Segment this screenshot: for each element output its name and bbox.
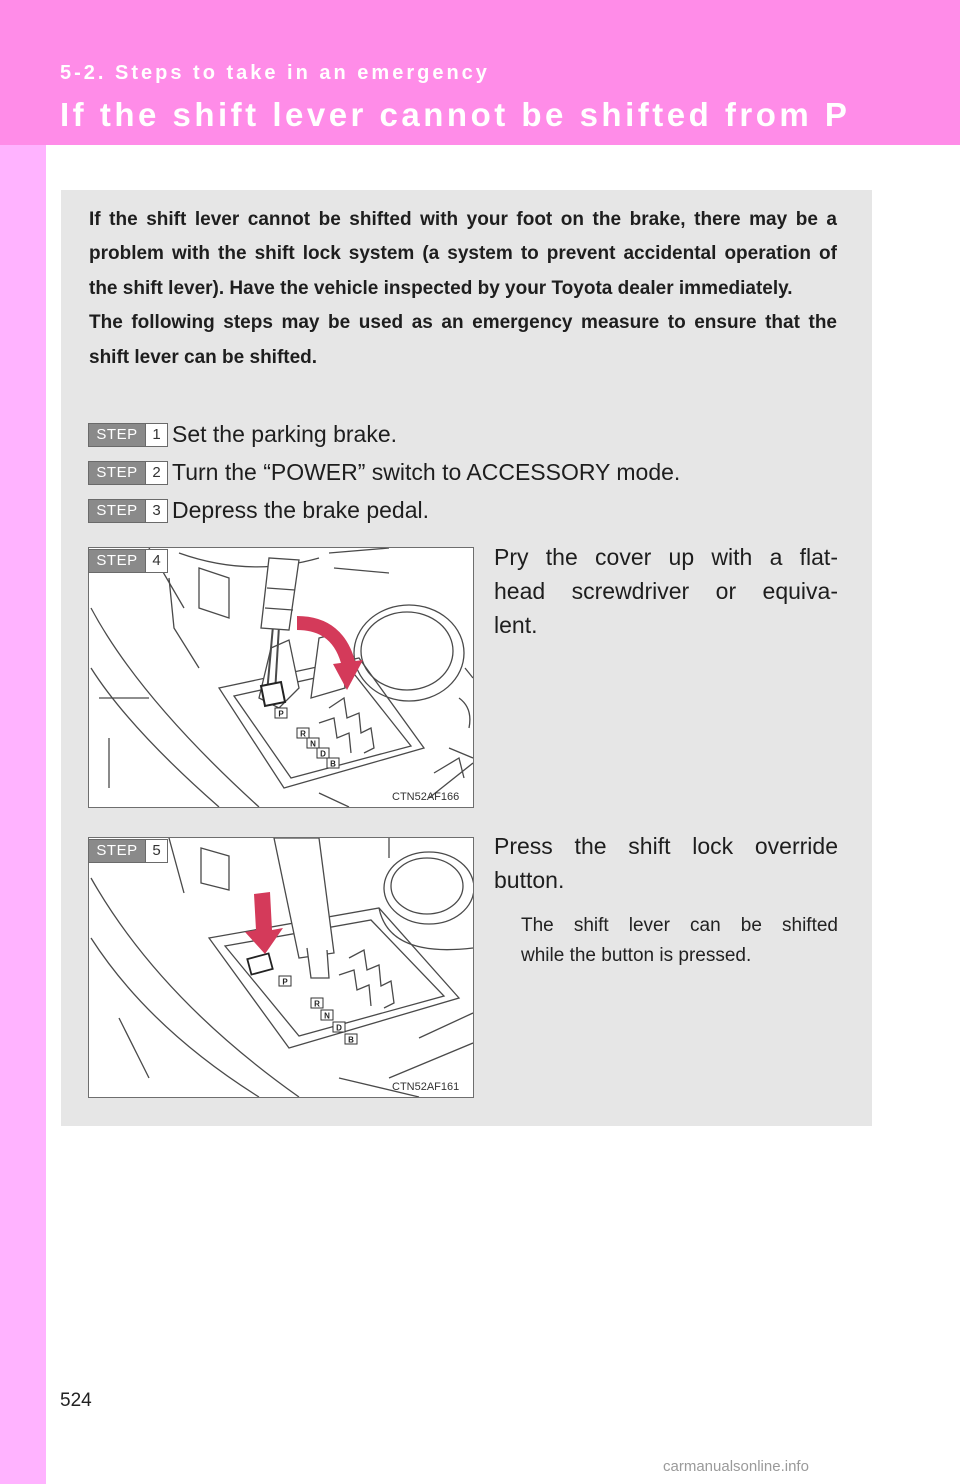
page-title: If the shift lever cannot be shifted from P <box>60 96 851 133</box>
intro-paragraph-1: If the shift lever cannot be shifted with your foot on the brake, there may be a problem with the shift lock system (a system to prevent accidental operation of the shift lever). Have the vehicle inspected by your Toyota dealer immediately. <box>89 209 837 299</box>
gear-letter-B: B <box>348 1035 354 1045</box>
watermark: carmanualsonline.info <box>663 1458 809 1475</box>
gear-letter-P: P <box>282 977 288 987</box>
note-line-1: The shift lever can be shifted <box>521 915 838 936</box>
step-1-text: Set the parking brake. <box>172 421 398 447</box>
page-header <box>0 0 960 145</box>
step-badge-word: STEP <box>96 842 138 859</box>
screwdriver-prying-illustration <box>89 548 473 807</box>
gear-letter-R: R <box>300 729 306 739</box>
step-4-text <box>494 540 838 642</box>
step-badge-word: STEP <box>96 552 138 569</box>
step-5-text <box>494 829 838 897</box>
step-5-line-2: button. <box>494 867 565 893</box>
section-label: 5-2. Steps to take in an emergency <box>60 62 490 84</box>
page-number: 524 <box>60 1390 92 1411</box>
step-4-line-1: Pry the cover up with a flat- <box>494 544 838 570</box>
step-badge-number: 4 <box>145 550 167 572</box>
override-button-illustration <box>89 838 473 1097</box>
step-5-figure <box>88 837 474 1098</box>
step-4-line-2: head screwdriver or equiva- <box>494 578 838 604</box>
step-1-badge <box>88 423 168 447</box>
step-badge-word: STEP <box>96 464 138 481</box>
step-badge-number: 5 <box>145 840 167 862</box>
gear-letter-N: N <box>324 1011 330 1021</box>
step-4-badge <box>88 549 168 573</box>
step-5-note <box>521 911 838 971</box>
step-2-badge <box>88 461 168 485</box>
figure-code: CTN52AF161 <box>392 1081 460 1093</box>
step-3-badge <box>88 499 168 523</box>
intro-paragraph-2: The following steps may be used as an emergency measure to ensure that the shift lever can be shifted. <box>89 312 837 368</box>
step-3-text: Depress the brake pedal. <box>172 497 429 523</box>
gear-letter-R: R <box>314 999 320 1009</box>
gear-letter-B: B <box>330 759 336 769</box>
figure-code: CTN52AF166 <box>392 791 460 803</box>
step-badge-word: STEP <box>96 502 138 519</box>
note-line-2: while the button is pressed. <box>521 945 752 966</box>
left-margin-strip <box>0 0 46 1484</box>
step-4-figure <box>88 547 474 808</box>
step-badge-word: STEP <box>96 426 138 443</box>
step-5-badge <box>88 839 168 863</box>
step-2-text: Turn the “POWER” switch to ACCESSORY mode. <box>172 459 681 485</box>
step-badge-number: 2 <box>145 462 167 484</box>
step-4-line-3: lent. <box>494 612 538 638</box>
intro-text <box>89 203 837 375</box>
step-badge-number: 1 <box>145 424 167 446</box>
gear-letter-D: D <box>320 749 326 759</box>
gear-letter-P: P <box>278 709 284 719</box>
step-5-line-1: Press the shift lock override <box>494 833 838 859</box>
gear-letter-D: D <box>336 1023 342 1033</box>
step-badge-number: 3 <box>145 500 167 522</box>
gear-letter-N: N <box>310 739 316 749</box>
